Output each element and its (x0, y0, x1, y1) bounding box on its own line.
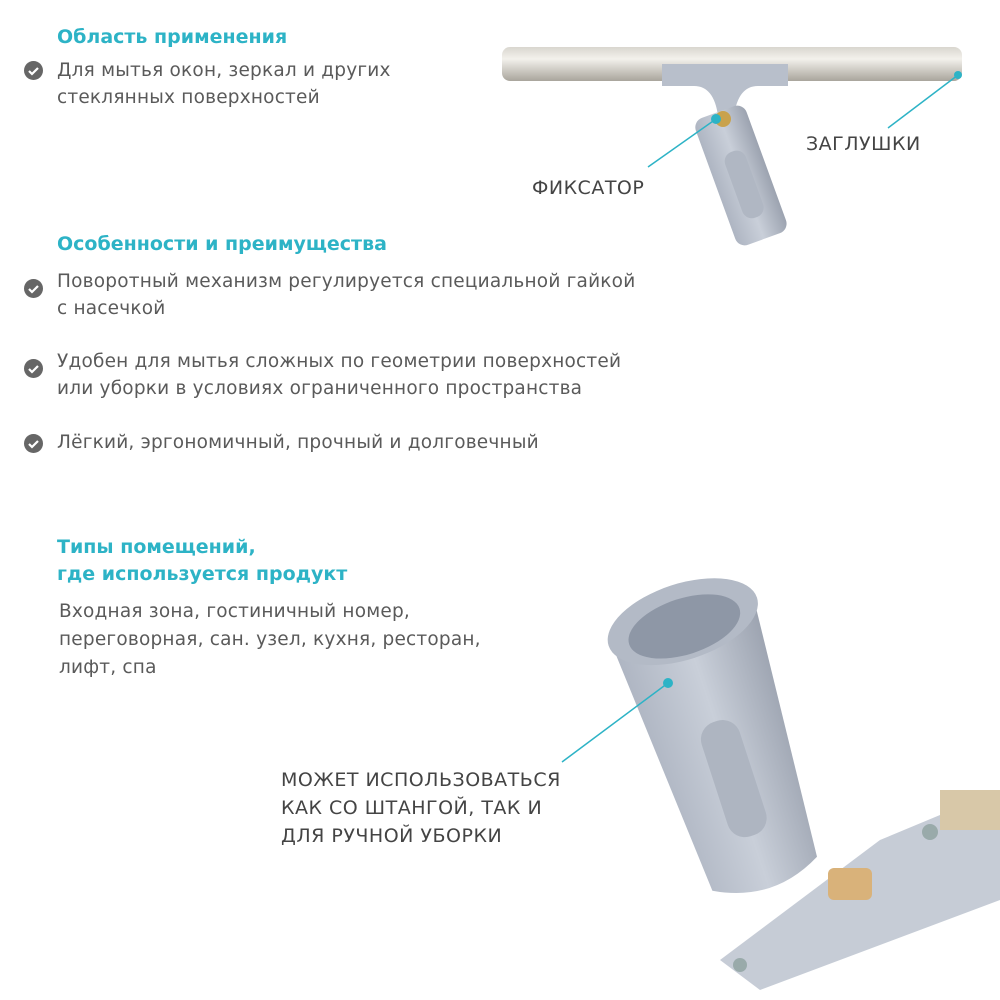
section-title-application: Область применения (57, 26, 288, 48)
callout-usage-line: КАК СО ШТАНГОЙ, ТАК И (281, 797, 543, 819)
feature-item-line: Лёгкий, эргономичный, прочный и долговечный (57, 432, 539, 453)
usage-marker-dot (663, 678, 673, 688)
section-title-rooms-line2: где используется продукт (57, 563, 348, 585)
section-title-features: Особенности и преимущества (57, 233, 387, 255)
rooms-line: лифт, спа (59, 657, 157, 678)
squeegee-handle-closeup-image (597, 561, 1000, 990)
lock-marker-dot (711, 114, 721, 124)
callout-usage-line: ДЛЯ РУЧНОЙ УБОРКИ (281, 825, 503, 847)
rooms-line: Входная зона, гостиничный номер, (59, 601, 410, 622)
callout-usage-line: МОЖЕТ ИСПОЛЬЗОВАТЬСЯ (281, 769, 561, 791)
check-icon (24, 61, 43, 80)
check-icon (24, 279, 43, 298)
application-item-line: стеклянных поверхностей (57, 87, 320, 108)
feature-item-line: Поворотный механизм регулируется специальной гайкой (57, 271, 636, 292)
callout-plugs: ЗАГЛУШКИ (806, 133, 921, 155)
rooms-line: переговорная, сан. узел, кухня, ресторан, (59, 629, 481, 650)
feature-item-line: или уборки в условиях ограниченного пространства (57, 378, 583, 399)
feature-item-line: с насечкой (57, 298, 166, 319)
section-title-rooms: Типы помещений, (57, 536, 256, 558)
callout-lock: ФИКСАТОР (532, 177, 645, 199)
plugs-marker-dot (954, 71, 962, 79)
check-icon (24, 359, 43, 378)
application-item-line: Для мытья окон, зеркал и других (57, 60, 391, 81)
feature-item-line: Удобен для мытья сложных по геометрии поверхностей (57, 351, 622, 372)
check-icon (24, 434, 43, 453)
